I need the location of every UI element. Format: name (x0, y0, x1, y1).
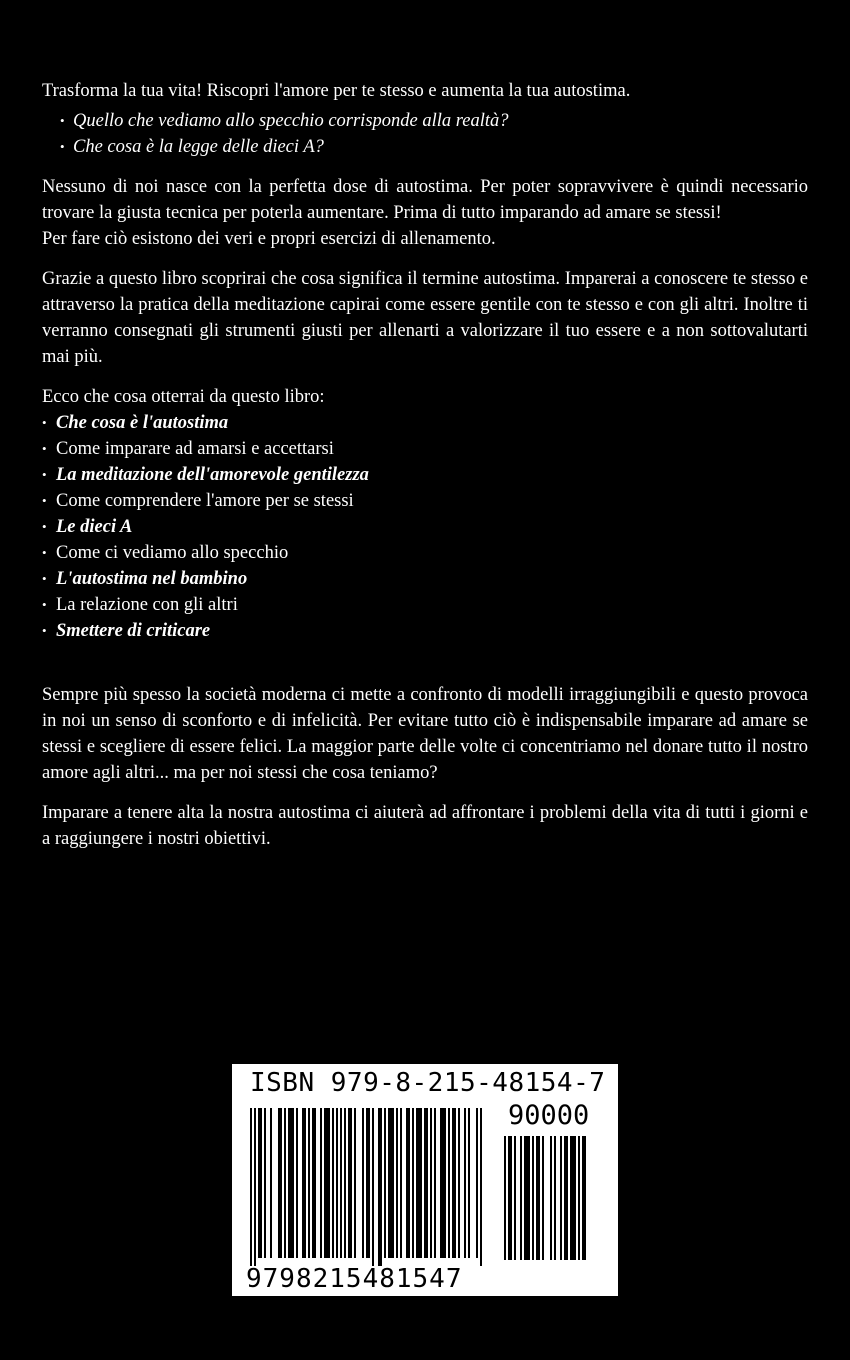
feature-item: • La meditazione dell'amorevole gentilezza (42, 462, 808, 488)
barcode-bar (324, 1108, 330, 1258)
back-cover-text (42, 78, 808, 866)
barcode-bar (296, 1108, 298, 1258)
barcode-bar (458, 1108, 460, 1258)
barcode-bar (542, 1136, 544, 1260)
barcode-bar (578, 1136, 580, 1260)
feature-item: • La relazione con gli altri (42, 592, 808, 618)
barcode-bar (480, 1108, 482, 1266)
barcode-bar (258, 1108, 262, 1258)
barcode-bar (554, 1136, 556, 1260)
barcode-bar (440, 1108, 446, 1258)
barcode-bar (284, 1108, 286, 1258)
feature-item: • Come imparare ad amarsi e accettarsi (42, 436, 808, 462)
barcode-bar (448, 1108, 450, 1258)
barcode-bar (348, 1108, 352, 1258)
barcode-bar (514, 1136, 516, 1260)
barcode-bar (264, 1108, 266, 1258)
barcode-bar (508, 1136, 512, 1260)
isbn-barcode (232, 1064, 618, 1296)
barcode-bar (424, 1108, 428, 1258)
paragraph-book-benefits: Grazie a questo libro scoprirai che cosa significa il termine autostima. Imparerai a conoscere te stesso e attraverso la pratica della meditazione capirai come essere gentile con te stesso e con gli altri. Inoltre ti verranno consegnati gli strumenti giusti per allenarti a valorizzare il tuo essere e a non sottovalutarti mai più. (42, 269, 808, 367)
question-item: • Quello che vediamo allo specchio corrisponde alla realtà? (60, 108, 808, 134)
barcode-bar (520, 1136, 522, 1260)
barcode-bar (354, 1108, 356, 1258)
barcode-bar (464, 1108, 466, 1258)
barcode-bar (384, 1108, 386, 1258)
barcode-bar (388, 1108, 394, 1258)
paragraph-modern-society: Sempre più spesso la società moderna ci mette a confronto di modelli irraggiungibili e questo provoca in noi un senso di sconforto e di infelicità. Per evitare tutto ciò è indispensabile imparare ad amare se stessi e scegliere di essere felici. La maggior parte delle volte ci concentriamo nel donare tutto il nostro amore agli altri... ma per noi stessi che cosa teniamo? (42, 685, 808, 783)
barcode-bar (524, 1136, 530, 1260)
paragraph-intro-autostima: Nessuno di noi nasce con la perfetta dose di autostima. Per poter sopravvivere è quindi necessario trovare la giusta tecnica per poterla aumentare. Prima di tutto imparando ad amare se stessi! (42, 177, 808, 223)
barcode-bar (412, 1108, 414, 1258)
barcode-bar (340, 1108, 342, 1258)
barcode-bar (278, 1108, 282, 1258)
features-list (42, 410, 808, 644)
barcode-bar (434, 1108, 436, 1258)
intro-line: Trasforma la tua vita! Riscopri l'amore per te stesso e aumenta la tua autostima. (42, 81, 631, 101)
barcode-bar (362, 1108, 364, 1258)
addon-bars (504, 1136, 600, 1266)
paragraph-exercises: Per fare ciò esistono dei veri e propri esercizi di allenamento. (42, 229, 496, 249)
barcode-bar (452, 1108, 456, 1258)
feature-item: • Smettere di criticare (42, 618, 808, 644)
barcode-bar (372, 1108, 374, 1266)
question-item: • Che cosa è la legge delle dieci A? (60, 134, 808, 160)
features-heading: Ecco che cosa otterrai da questo libro: (42, 387, 325, 407)
barcode-bar (550, 1136, 552, 1260)
barcode-bar (344, 1108, 346, 1258)
isbn-label: ISBN 979-8-215-48154-7 (250, 1068, 606, 1098)
barcode-bar (400, 1108, 402, 1258)
barcode-bar (406, 1108, 410, 1258)
ean-digits: 9798215481547 (246, 1264, 463, 1294)
barcode-bar (560, 1136, 562, 1260)
feature-item: • Come comprendere l'amore per se stessi (42, 488, 808, 514)
barcode-bar (536, 1136, 540, 1260)
barcode-bar (468, 1108, 470, 1258)
price-code: 90000 (508, 1100, 590, 1131)
barcode-bar (312, 1108, 316, 1258)
feature-item: • Come ci vediamo allo specchio (42, 540, 808, 566)
feature-item: • Che cosa è l'autostima (42, 410, 808, 436)
barcode-bar (270, 1108, 272, 1258)
barcode-bar (416, 1108, 422, 1258)
barcode-bar (430, 1108, 432, 1258)
barcode-bar (332, 1108, 334, 1258)
barcode-bar (504, 1136, 506, 1260)
barcode-bar (336, 1108, 338, 1258)
barcode-bar (288, 1108, 294, 1258)
barcode-bar (564, 1136, 568, 1260)
barcode-bar (302, 1108, 306, 1258)
barcode-bar (476, 1108, 478, 1258)
paragraph-closing: Imparare a tenere alta la nostra autostima ci aiuterà ad affrontare i problemi della vita di tutti i giorni e a raggiungere i nostri obiettivi. (42, 803, 808, 849)
barcode-bar (320, 1108, 322, 1258)
barcode-bar (582, 1136, 586, 1260)
barcode-bar (396, 1108, 398, 1258)
barcode-bar (532, 1136, 534, 1260)
feature-item: • Le dieci A (42, 514, 808, 540)
barcode-bar (378, 1108, 382, 1266)
barcode-bar (366, 1108, 370, 1258)
barcode-bar (254, 1108, 256, 1266)
barcode-bar (570, 1136, 576, 1260)
barcode-bar (250, 1108, 252, 1266)
barcode-bar (308, 1108, 310, 1258)
feature-item: • L'autostima nel bambino (42, 566, 808, 592)
ean-13-bars (250, 1108, 494, 1266)
question-list (42, 108, 808, 160)
